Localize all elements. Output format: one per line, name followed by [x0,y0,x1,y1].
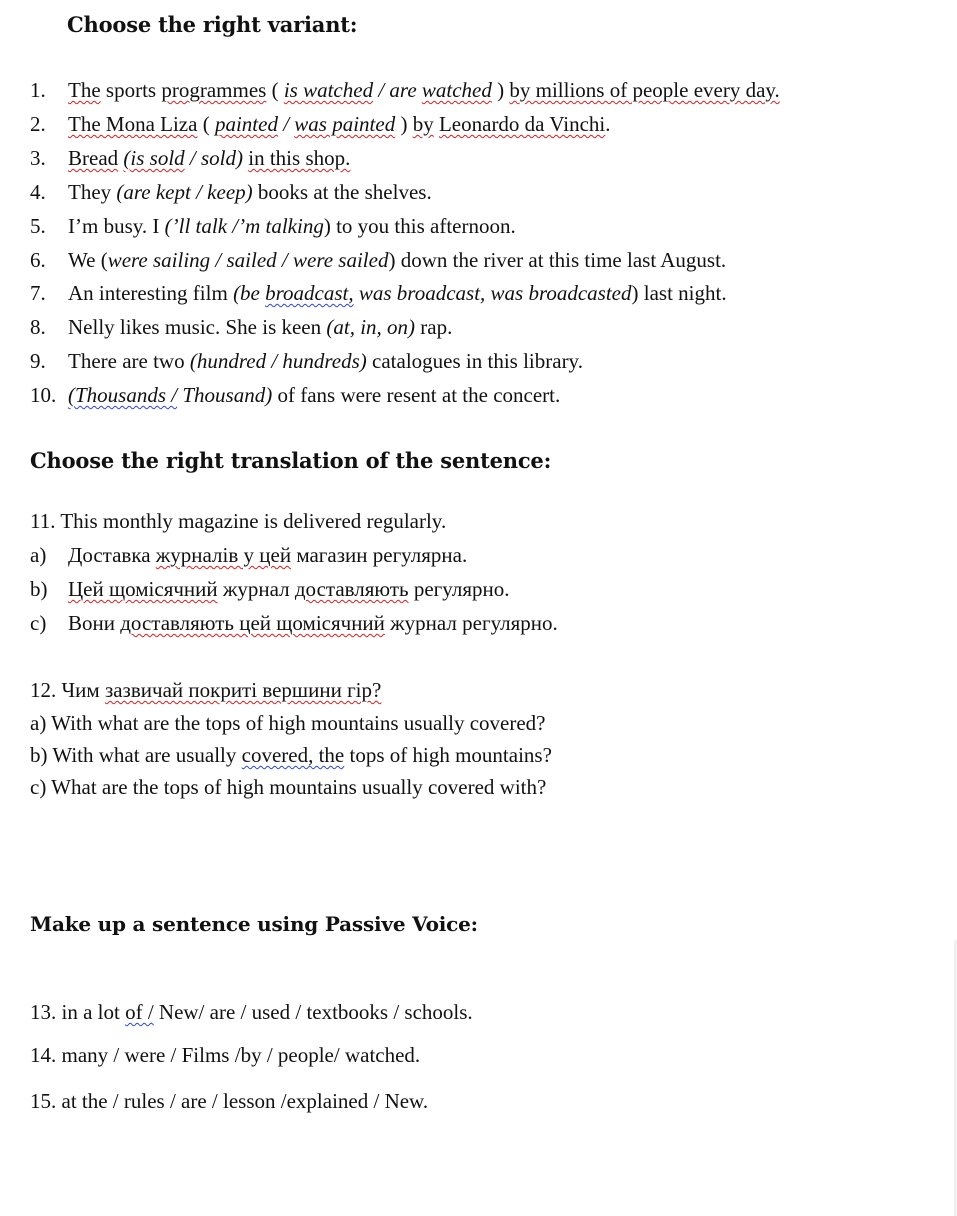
list-item-7: 7. An interesting film (be broadcast, was broadcast, was broadcasted) last night. [30,281,727,305]
question-14: 14. many / were / Films /by / people/ watched. [30,1043,421,1067]
option-11b: b) Цей щомісячний журнал доставляють регулярно. [30,577,510,601]
list-item-9: 9. There are two (hundred / hundreds) catalogues in this library. [30,349,583,373]
option-12c: c) What are the tops of high mountains usually covered with? [30,775,547,799]
list-item-5: 5. I’m busy. I (’ll talk /’m talking) to you this afternoon. [30,214,516,238]
list-item-4: 4. They (are kept / keep) books at the shelves. [30,180,432,204]
question-12: 12. Чим зазвичай покриті вершини гір? [30,678,382,702]
list-item-3: 3. Bread (is sold / sold) in this shop. [30,146,351,170]
option-11c: c) Вони доставляють цей щомісячний журнал регулярно. [30,611,558,635]
section-title-translation: Choose the right translation of the sentence: [30,448,552,473]
option-12a: a) With what are the tops of high mountains usually covered? [30,711,546,735]
question-11: 11. This monthly magazine is delivered regularly. [30,509,447,533]
list-item-2: 2. The Mona Liza ( painted / was painted ) by Leonardo da Vinchi. [30,112,611,136]
question-15: 15. at the / rules / are / lesson /explained / New. [30,1089,429,1113]
option-11a: a) Доставка журналів у цей магазин регулярна. [30,543,468,567]
list-item-10: 10. (Thousands / Thousand) of fans were resent at the concert. [30,383,561,407]
option-12b: b) With what are usually covered, the tops of high mountains? [30,743,552,767]
section-title-variant: Choose the right variant: [67,12,358,37]
list-item-1: 1. The sports programmes ( is watched / are watched ) by millions of people every day. [30,78,780,102]
section-title-passive: Make up a sentence using Passive Voice: [30,912,478,936]
list-item-8: 8. Nelly likes music. She is keen (at, in, on) rap. [30,315,453,339]
list-item-6: 6. We (were sailing / sailed / were sailed) down the river at this time last August. [30,248,727,272]
question-13: 13. in a lot of / New/ are / used / textbooks / schools. [30,1000,473,1024]
